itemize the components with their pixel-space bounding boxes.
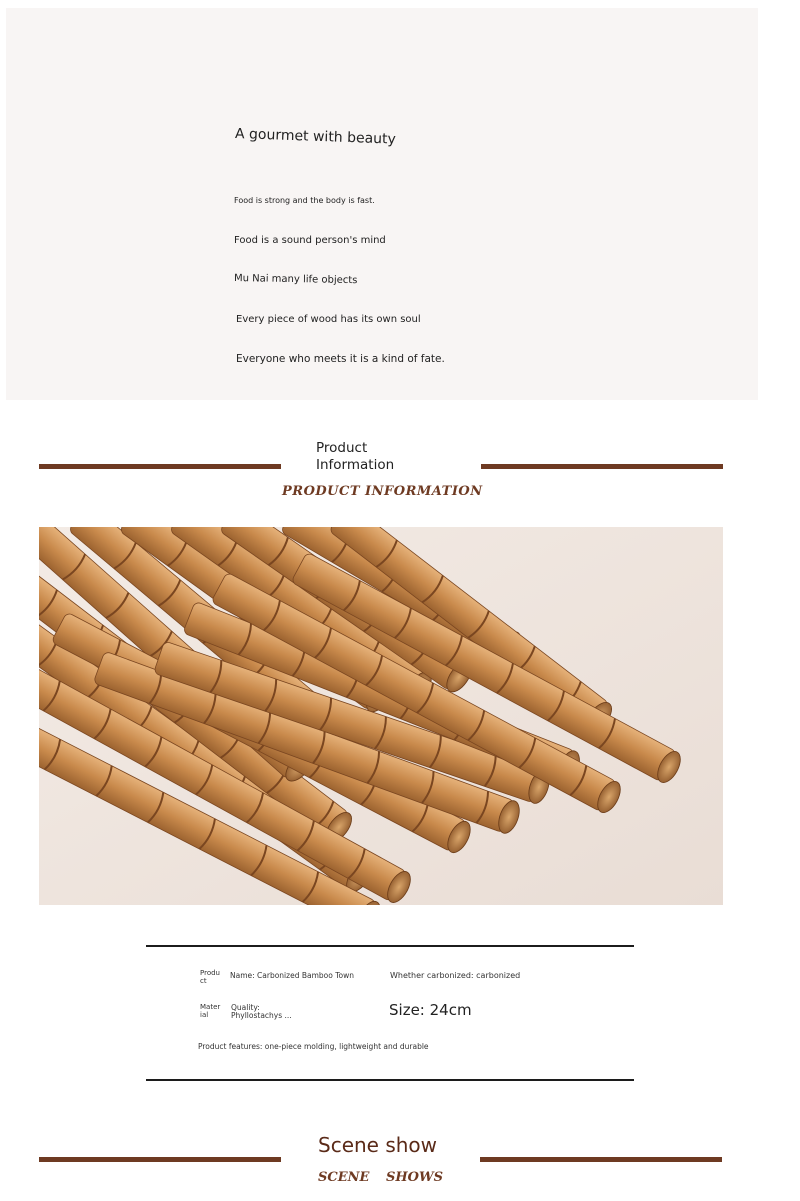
quality-line-2: Phyllostachys ... <box>231 1011 292 1020</box>
material-label: Material <box>200 1003 221 1019</box>
spec-bottom-line <box>146 1079 634 1081</box>
divider-right <box>481 464 723 469</box>
section-subheading: PRODUCT INFORMATION <box>282 484 483 499</box>
scene-divider-right <box>480 1157 722 1162</box>
section-heading <box>316 440 394 474</box>
divider-left <box>39 464 281 469</box>
spec-top-line <box>146 945 634 947</box>
section-heading-line-2: Information <box>316 457 395 473</box>
size-value: Size: 24cm <box>389 1001 472 1019</box>
scene-sub-right: SHOWS <box>386 1170 443 1185</box>
intro-line-1: Food is strong and the body is fast. <box>234 196 375 205</box>
product-label: Product <box>200 969 220 985</box>
intro-line-4: Every piece of wood has its own soul <box>236 314 421 325</box>
product-name: Name: Carbonized Bamboo Town <box>230 971 354 980</box>
quality-line-1: Quality: <box>231 1003 260 1012</box>
intro-panel <box>6 8 758 400</box>
scene-divider-left <box>39 1157 281 1162</box>
intro-title: A gourmet with beauty <box>234 126 397 148</box>
section-heading-line-1: Product <box>316 440 368 456</box>
features-value: Product features: one-piece molding, lightweight and durable <box>198 1042 429 1051</box>
product-photo <box>39 527 723 905</box>
carbonized-value: Whether carbonized: carbonized <box>390 971 521 980</box>
intro-line-2: Food is a sound person's mind <box>234 235 386 246</box>
scene-title: Scene show <box>318 1133 438 1157</box>
scene-sub-left: SCENE <box>318 1170 370 1185</box>
chopsticks-illustration <box>39 527 723 905</box>
intro-line-3: Mu Nai many life objects <box>233 273 358 287</box>
intro-line-5: Everyone who meets it is a kind of fate. <box>236 353 445 365</box>
